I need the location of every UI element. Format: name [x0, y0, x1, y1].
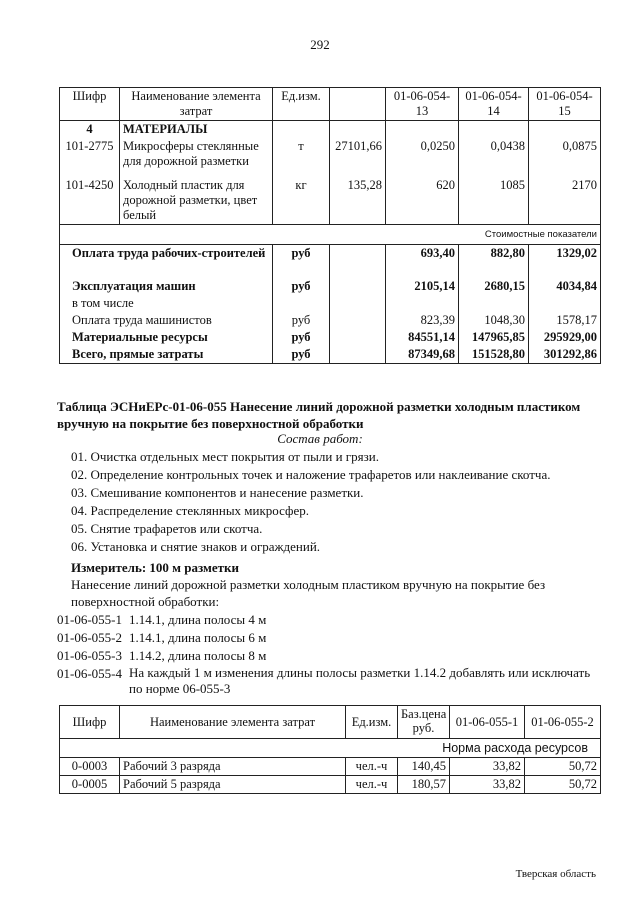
cell-value: 0,0438: [459, 138, 529, 171]
cell-code: 0-0003: [60, 758, 120, 776]
header-col-2: 01-06-055-2: [525, 706, 601, 739]
table-header-row: [60, 706, 601, 739]
table-row: [60, 171, 601, 225]
total-value: 1048,30: [459, 312, 529, 329]
header-col-15: 01-06-054-15: [529, 88, 601, 121]
norm-code: 01-06-055-3: [57, 648, 122, 663]
total-name: в том числе: [60, 295, 273, 312]
total-value: 301292,86: [529, 346, 601, 364]
total-unit: руб: [273, 278, 330, 295]
norm-text: На каждый 1 м изменения длины полосы разметки 1.14.2 добавлять или исключать по норме 06-055-3: [129, 665, 591, 696]
cell-price: 135,28: [330, 171, 386, 225]
cell-value: 620: [386, 171, 459, 225]
table-row: [60, 278, 601, 295]
work-list: [71, 448, 601, 556]
total-value: 882,80: [459, 245, 529, 278]
norm-code: 01-06-055-1: [57, 612, 122, 627]
total-value: 1578,17: [529, 312, 601, 329]
table-row: [60, 758, 601, 776]
total-value: 823,39: [386, 312, 459, 329]
total-name: Оплата труда машинистов: [60, 312, 273, 329]
table-title: Таблица ЭСНиЕРс-01-06-055 Нанесение линий дорожной разметки холодным пластиком вручную на покрытие без поверхностной обработки: [57, 399, 581, 431]
table-row: [60, 346, 601, 364]
total-value: 84551,14: [386, 329, 459, 346]
total-value: 295929,00: [529, 329, 601, 346]
cell-name: Рабочий 5 разряда: [120, 776, 346, 794]
cell-price: 140,45: [398, 758, 450, 776]
norm-code: 01-06-055-2: [57, 630, 122, 645]
cell-unit: чел.-ч: [346, 758, 398, 776]
total-value: 1329,02: [529, 245, 601, 278]
table-row: [60, 245, 601, 278]
total-value: 147965,85: [459, 329, 529, 346]
total-name: Эксплуатация машин: [60, 278, 273, 295]
header-col-1: 01-06-055-1: [450, 706, 525, 739]
section-number: 4: [60, 121, 120, 139]
cell-unit: чел.-ч: [346, 776, 398, 794]
footer-region: Тверская область: [515, 868, 596, 880]
cell-value: 50,72: [525, 776, 601, 794]
total-value: 2105,14: [386, 278, 459, 295]
page-number: 292: [310, 37, 330, 52]
norm-text: 1.14.1, длина полосы 4 м: [129, 612, 267, 627]
total-unit: руб: [273, 329, 330, 346]
cell-name: Рабочий 3 разряда: [120, 758, 346, 776]
header-code: Шифр: [60, 706, 120, 739]
header-col-14: 01-06-054-14: [459, 88, 529, 121]
list-item: [57, 665, 602, 697]
table-row: [60, 295, 601, 312]
cell-unit: кг: [273, 171, 330, 225]
table-row: [60, 121, 601, 139]
table-row: [60, 329, 601, 346]
cell-name: Холодный пластик для дорожной разметки, цвет белый: [120, 171, 273, 225]
table-row: [60, 312, 601, 329]
norm-text: 1.14.2, длина полосы 8 м: [129, 648, 267, 663]
list-item: [57, 611, 602, 629]
total-name: Материальные ресурсы: [60, 329, 273, 346]
cell-code: 0-0005: [60, 776, 120, 794]
cell-price: 27101,66: [330, 138, 386, 171]
header-unit: Ед.изм.: [346, 706, 398, 739]
cell-value: 33,82: [450, 776, 525, 794]
list-item: 02. Определение контрольных точек и наложение трафаретов или наклеивание скотча.: [71, 467, 551, 482]
list-item: [57, 647, 602, 665]
cell-unit: т: [273, 138, 330, 171]
header-name: Наименование элемента затрат: [120, 88, 273, 121]
header-name: Наименование элемента затрат: [120, 706, 346, 739]
list-item: [57, 629, 602, 647]
list-item: 01. Очистка отдельных мест покрытия от пыли и грязи.: [71, 449, 379, 464]
work-heading: Состав работ:: [277, 431, 363, 446]
norm-text: 1.14.1, длина полосы 6 м: [129, 630, 267, 645]
header-price: [330, 88, 386, 121]
section-title: МАТЕРИАЛЫ: [120, 121, 273, 139]
description: Нанесение линий дорожной разметки холодным пластиком вручную на покрытие без поверхностной обработки:: [71, 577, 546, 609]
header-col-13: 01-06-054-13: [386, 88, 459, 121]
total-name: Всего, прямые затраты: [60, 346, 273, 364]
total-unit: руб: [273, 312, 330, 329]
total-value: 693,40: [386, 245, 459, 278]
norm-caption: Норма расхода ресурсов: [60, 739, 601, 758]
cell-price: 180,57: [398, 776, 450, 794]
cost-caption-row: [60, 225, 601, 245]
cell-name: Микросферы стеклянные для дорожной разметки: [120, 138, 273, 171]
cell-value: 0,0875: [529, 138, 601, 171]
resources-table-054: [59, 87, 601, 364]
resources-table-055: [59, 705, 601, 794]
total-value: 2680,15: [459, 278, 529, 295]
cell-value: 1085: [459, 171, 529, 225]
cell-value: 2170: [529, 171, 601, 225]
header-code: Шифр: [60, 88, 120, 121]
cell-value: 0,0250: [386, 138, 459, 171]
total-value: 151528,80: [459, 346, 529, 364]
total-value: 4034,84: [529, 278, 601, 295]
table-header-row: [60, 88, 601, 121]
caption-row: [60, 739, 601, 758]
table-row: [60, 138, 601, 171]
total-value: 87349,68: [386, 346, 459, 364]
cell-value: 33,82: [450, 758, 525, 776]
total-name: Оплата труда рабочих-строителей: [60, 245, 273, 278]
list-item: 03. Смешивание компонентов и нанесение разметки.: [71, 485, 364, 500]
header-unit: Ед.изм.: [273, 88, 330, 121]
cell-code: 101-4250: [60, 171, 120, 225]
meter: Измеритель: 100 м разметки: [71, 560, 240, 575]
list-item: 04. Распределение стеклянных микросфер.: [71, 503, 309, 518]
table-row: [60, 776, 601, 794]
cell-value: 50,72: [525, 758, 601, 776]
norm-list: [57, 611, 602, 697]
list-item: 05. Снятие трафаретов или скотча.: [71, 521, 263, 536]
total-unit: руб: [273, 245, 330, 278]
cell-code: 101-2775: [60, 138, 120, 171]
header-price: Баз.цена руб.: [398, 706, 450, 739]
list-item: 06. Установка и снятие знаков и ограждений.: [71, 539, 321, 554]
cost-caption: Стоимостные показатели: [60, 225, 601, 245]
norm-code: 01-06-055-4: [57, 666, 122, 681]
total-unit: руб: [273, 346, 330, 364]
